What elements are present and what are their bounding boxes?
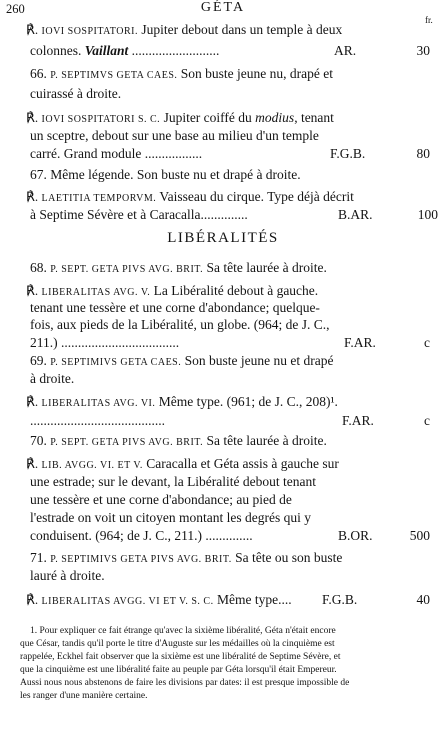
entry-line (30, 127, 319, 145)
entry-number: 70. (30, 433, 47, 448)
legend: IOVI SOSPITATORI. (41, 26, 138, 37)
entry-text: Sa tête laurée à droite. (203, 260, 327, 275)
entry-text: Jupiter debout dans un temple à deux (137, 22, 343, 37)
entry-line (30, 299, 320, 317)
entry-text: Même type.... (213, 592, 292, 607)
reverse-symbol: ℟. (26, 592, 39, 607)
entry-text: , tenant (294, 110, 334, 125)
legend: P. SEPTIMVS GETA CAES. (50, 70, 178, 81)
entry-text: l'estrade on voit un citoyen montant les degrés qui y (30, 510, 311, 525)
entry-line (30, 491, 292, 509)
metal-value: F.G.B. (322, 592, 358, 607)
metal-value: B.OR. (338, 528, 373, 543)
entry-line (26, 455, 339, 475)
entry-text: à Septime Sévère et à Caracalla.............. (30, 207, 248, 222)
entry-number: 69. (30, 353, 47, 368)
price-value: c (424, 335, 430, 350)
entry-number: 68. (30, 260, 47, 275)
legend: IOVI SOSPITATORI S. C. (41, 114, 161, 125)
entry-text: La Libéralité debout à gauche. (150, 283, 319, 298)
entry-text: une estrade; sur le devant, la Libéralité debout tenant (30, 474, 317, 489)
leader-dots: .......................... (128, 43, 220, 58)
entry-line (30, 206, 248, 224)
metal-value: F.G.B. (330, 146, 366, 161)
entry-text: carré. Grand module ................. (30, 146, 203, 161)
entry-text: tenant une tessère et une corne d'abondance; quelque- (30, 300, 320, 315)
entry-line (30, 352, 333, 372)
legend: P. SEPT. GETA PIVS AVG. BRIT. (50, 264, 204, 275)
price-value: 30 (416, 43, 430, 58)
legend: LIBERALITAS AVG. VI. (41, 398, 156, 409)
entry-line (30, 412, 165, 430)
entry-text: Sa tête ou son buste (231, 550, 343, 565)
entry-text: cuirassé à droite. (30, 86, 122, 101)
entry-number: 66. (30, 66, 47, 81)
entry-line (30, 316, 330, 334)
entry-text: conduisent. (964; de J. C., 211.) .............. (30, 528, 253, 543)
legend: P. SEPTIMIVS GETA CAES. (50, 357, 182, 368)
metal-value: F.AR. (342, 413, 374, 428)
entry-text: Caracalla et Géta assis à gauche sur (142, 456, 339, 471)
column-label: fr. (425, 15, 433, 25)
entry-text: Même légende. Son buste nu et drapé à droite. (46, 167, 301, 182)
author-name: Vaillant (84, 43, 129, 58)
metal-value: B.AR. (338, 207, 373, 222)
footnote-line: que César, tandis qu'il porte le titre d'Auguste sur les médailles où la cinquième est (20, 639, 335, 649)
reverse-symbol: ℟. (26, 394, 39, 409)
entry-text: une tessère et une corne d'abondance; au pied de (30, 492, 292, 507)
reverse-symbol: ℟. (26, 456, 39, 471)
entry-text: ........................................ (30, 413, 165, 428)
reverse-symbol: ℟. (26, 110, 39, 125)
entry-line (30, 259, 327, 279)
entry-line (30, 334, 179, 352)
metal-value: AR. (334, 43, 357, 58)
entry-text: Jupiter coiffé du (160, 110, 256, 125)
entry-line (30, 549, 342, 569)
entry-line (30, 432, 327, 452)
entry-text: un sceptre, debout sur une base au milieu d'un temple (30, 128, 319, 143)
entry-line (30, 145, 202, 163)
reverse-symbol: ℟. (26, 189, 39, 204)
modius-term: modius (255, 110, 295, 125)
entry-number: 67. (30, 167, 47, 182)
entry-text: 211.) ................................... (30, 335, 180, 350)
legend: P. SEPTIMIVS GETA PIVS AVG. BRIT. (50, 554, 232, 565)
entry-line (30, 527, 253, 545)
running-head: GÉTA (200, 0, 246, 15)
footnote-line: 1. Pour expliquer ce fait étrange qu'avec la sixième libéralité, Géta n'était encore (30, 626, 336, 636)
entry-text: Son buste jeune nu et drapé (181, 353, 334, 368)
legend: LIBERALITAS AVGG. VI ET V. S. C. (41, 596, 214, 607)
price-value: c (424, 413, 430, 428)
entry-line (26, 393, 338, 413)
legend: LAETITIA TEMPORVM. (41, 193, 157, 204)
entry-text: Vaisseau du cirque. Type déjà décrit (156, 189, 354, 204)
entry-text: fois, aux pieds de la Libéralité, un globe. (964; de J. C., (30, 317, 330, 332)
price-value: 40 (416, 592, 430, 607)
entry-line (26, 188, 354, 208)
entry-text: Son buste jeune nu, drapé et (177, 66, 334, 81)
metal-value: F.AR. (344, 335, 376, 350)
section-title: LIBÉRALITÉS (167, 230, 279, 246)
entry-line (30, 370, 74, 388)
footnote-line: les ranger d'une manière certaine. (20, 691, 148, 701)
entry-text: colonnes. (30, 43, 85, 58)
entry-text: Même type. (961; de J. C., 208)¹. (155, 394, 338, 409)
entry-line (30, 85, 121, 103)
entry-line (30, 166, 301, 184)
reverse-symbol: ℟. (26, 22, 39, 37)
entry-line (30, 42, 219, 60)
page-number: 260 (6, 2, 25, 16)
entry-line (30, 567, 105, 585)
entry-line (30, 473, 316, 491)
footnote-line: rappelée, Eckhel fait observer que la sixième est une libéralité de Septime Sévère, et (20, 652, 341, 662)
entry-line (26, 21, 342, 41)
legend: LIB. AVGG. VI. ET V. (41, 460, 143, 471)
entry-number: 71. (30, 550, 47, 565)
entry-line (26, 591, 292, 611)
price-value: 100 (417, 207, 438, 222)
entry-line (30, 509, 311, 527)
legend: LIBERALITAS AVG. V. (41, 287, 151, 298)
entry-line (30, 65, 333, 85)
entry-text: Sa tête laurée à droite. (203, 433, 327, 448)
legend: P. SEPT. GETA PIVS AVG. BRIT. (50, 437, 204, 448)
price-value: 500 (409, 528, 430, 543)
price-value: 80 (416, 146, 430, 161)
entry-text: à droite. (30, 371, 75, 386)
footnote-line: que la cinquième est une libéralité faite au peuple par Géta lorsqu'il était Empereur. (20, 665, 337, 675)
reverse-symbol: ℟. (26, 283, 39, 298)
entry-text: lauré à droite. (30, 568, 105, 583)
entry-line (26, 109, 334, 129)
footnote-line: Aussi nous nous abstenons de faire les divisions par dates: il est presque impossible de (20, 678, 350, 688)
